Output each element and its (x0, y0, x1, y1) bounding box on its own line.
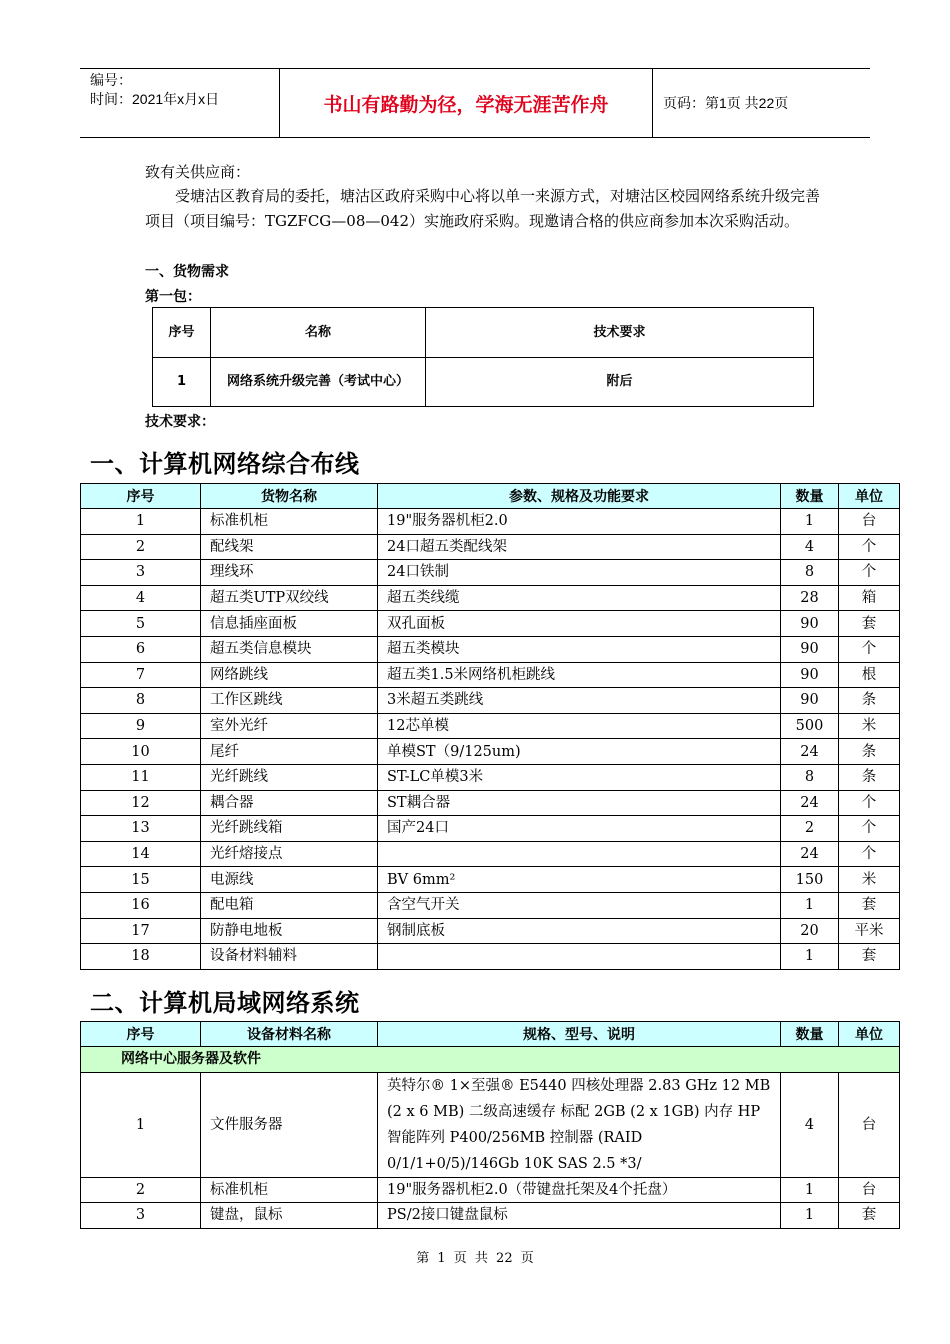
cell-unit: 套 (839, 944, 900, 970)
cell-index: 8 (81, 688, 201, 714)
cell-qty: 1 (781, 892, 839, 918)
cell-name: 理线环 (201, 560, 378, 586)
cell-name: 文件服务器 (201, 1072, 378, 1177)
col-header-spec: 参数、规格及功能要求 (378, 484, 781, 509)
cell-qty: 500 (781, 713, 839, 739)
cell-unit: 条 (839, 764, 900, 790)
cell-name: 设备材料辅料 (201, 944, 378, 970)
cell-qty: 2 (781, 816, 839, 842)
cell-spec: BV 6mm² (378, 867, 781, 893)
cell-spec: 24口超五类配线架 (378, 534, 781, 560)
cell-qty: 4 (781, 534, 839, 560)
cell-name: 键盘，鼠标 (201, 1203, 378, 1229)
cell-unit: 个 (839, 816, 900, 842)
cell-unit: 米 (839, 867, 900, 893)
cell-unit: 套 (839, 611, 900, 637)
cell-index: 3 (81, 560, 201, 586)
cell-name: 工作区跳线 (201, 688, 378, 714)
cell-unit: 条 (839, 688, 900, 714)
table-row (81, 611, 900, 637)
cell-index: 17 (81, 918, 201, 944)
cell-spec: 含空气开关 (378, 892, 781, 918)
cell-index: 1 (81, 509, 201, 535)
cell-unit: 套 (839, 1203, 900, 1229)
table-row (81, 636, 900, 662)
header-page-info: 页码：第1页 共22页 (663, 95, 789, 111)
col-header-index: 序号 (81, 1022, 201, 1047)
cell-qty: 90 (781, 636, 839, 662)
table-row (81, 739, 900, 765)
cell-name: 标准机柜 (201, 509, 378, 535)
package-table (152, 307, 814, 407)
cell-unit: 箱 (839, 585, 900, 611)
cell-spec: ST-LC单模3米 (378, 764, 781, 790)
intro-paragraph: 受塘沽区教育局的委托，塘沽区政府采购中心将以单一来源方式，对塘沽区校园网络系统升级完善项目（项目编号：TGZFCG—08—042）实施政府采购。现邀请合格的供应商参加本次采购活动。 (145, 187, 821, 230)
table-row (81, 918, 900, 944)
cell-spec: 12芯单模 (378, 713, 781, 739)
section-goods-heading: 一、货物需求 (145, 264, 229, 280)
group-label: 网络中心服务器及软件 (81, 1047, 900, 1073)
cell-name: 超五类UTP双绞线 (201, 585, 378, 611)
cell-qty: 1 (781, 1203, 839, 1229)
cell-unit: 根 (839, 662, 900, 688)
cell-spec: 3米超五类跳线 (378, 688, 781, 714)
cell-index: 10 (81, 739, 201, 765)
table-row (81, 1203, 900, 1229)
cell-name: 配电箱 (201, 892, 378, 918)
table-row (81, 816, 900, 842)
page-footer: 第 1 页 共 22 页 (416, 1251, 534, 1266)
cell-index: 15 (81, 867, 201, 893)
cell-index: 3 (81, 1203, 201, 1229)
header-meta (80, 69, 280, 137)
cell-qty: 1 (781, 944, 839, 970)
pkg-header-name: 名称 (211, 308, 426, 358)
cell-name: 光纤跳线 (201, 764, 378, 790)
col-header-unit: 单位 (839, 1022, 900, 1047)
cell-qty: 24 (781, 790, 839, 816)
cell-spec: 24口铁制 (378, 560, 781, 586)
cell-index: 11 (81, 764, 201, 790)
table-row (81, 841, 900, 867)
cell-unit: 台 (839, 1072, 900, 1177)
cell-index: 14 (81, 841, 201, 867)
cell-name: 尾纤 (201, 739, 378, 765)
cabling-table (80, 483, 900, 970)
cell-spec: 超五类模块 (378, 636, 781, 662)
cell-unit: 米 (839, 713, 900, 739)
cell-qty: 150 (781, 867, 839, 893)
cell-unit: 台 (839, 1177, 900, 1203)
pkg-header-tech: 技术要求 (426, 308, 814, 358)
cell-unit: 个 (839, 841, 900, 867)
cell-spec: 双孔面板 (378, 611, 781, 637)
cell-spec: PS/2接口键盘鼠标 (378, 1203, 781, 1229)
cell-index: 4 (81, 585, 201, 611)
lan-table (80, 1021, 900, 1229)
cell-name: 超五类信息模块 (201, 636, 378, 662)
table-row (81, 867, 900, 893)
cell-qty: 90 (781, 688, 839, 714)
cell-unit: 个 (839, 790, 900, 816)
cell-spec: 钢制底板 (378, 918, 781, 944)
cell-name: 室外光纤 (201, 713, 378, 739)
cell-unit: 台 (839, 509, 900, 535)
table-row (81, 790, 900, 816)
cell-index: 2 (81, 1177, 201, 1203)
cell-qty: 4 (781, 1072, 839, 1177)
package-label: 第一包： (145, 289, 201, 305)
cell-index: 18 (81, 944, 201, 970)
cell-index: 13 (81, 816, 201, 842)
col-header-unit: 单位 (839, 484, 900, 509)
table-header-row (81, 484, 900, 509)
number-label: 编号： (90, 72, 132, 88)
cell-qty: 8 (781, 560, 839, 586)
cell-index: 1 (81, 1072, 201, 1177)
cell-unit: 条 (839, 739, 900, 765)
cell-index: 16 (81, 892, 201, 918)
tech-label: 技术要求： (145, 414, 215, 430)
cell-qty: 1 (781, 1177, 839, 1203)
cell-name: 信息插座面板 (201, 611, 378, 637)
col-header-name: 货物名称 (201, 484, 378, 509)
col-header-qty: 数量 (781, 484, 839, 509)
time-label: 时间：2021年x月x日 (90, 91, 220, 107)
cell-qty: 1 (781, 509, 839, 535)
table-row (81, 1177, 900, 1203)
cell-name: 光纤熔接点 (201, 841, 378, 867)
cell-name: 网络跳线 (201, 662, 378, 688)
pkg-header-index: 序号 (153, 308, 211, 358)
greeting: 致有关供应商： (145, 163, 251, 181)
cell-qty: 24 (781, 739, 839, 765)
cell-spec (378, 841, 781, 867)
cell-index: 2 (81, 534, 201, 560)
table-header-row (81, 1022, 900, 1047)
cell-unit: 平米 (839, 918, 900, 944)
cell-spec: 超五类线缆 (378, 585, 781, 611)
table-row (81, 713, 900, 739)
table-row (81, 764, 900, 790)
cell-spec: 19"服务器机柜2.0（带键盘托架及4个托盘） (378, 1177, 781, 1203)
table-row (81, 560, 900, 586)
cell-spec: 国产24口 (378, 816, 781, 842)
cell-unit: 套 (839, 892, 900, 918)
section2-title: 二、计算机局域网络系统 (90, 989, 360, 1017)
cell-name: 耦合器 (201, 790, 378, 816)
cell-unit: 个 (839, 560, 900, 586)
group-row (81, 1047, 900, 1073)
section1-title: 一、计算机网络综合布线 (90, 450, 360, 478)
cell-spec: ST耦合器 (378, 790, 781, 816)
cell-qty: 20 (781, 918, 839, 944)
table-row (81, 662, 900, 688)
cell-qty: 90 (781, 611, 839, 637)
table-row (81, 892, 900, 918)
cell-spec (378, 944, 781, 970)
pkg-cell-tech: 附后 (426, 358, 814, 407)
cell-spec: 19"服务器机柜2.0 (378, 509, 781, 535)
cell-index: 6 (81, 636, 201, 662)
cell-unit: 个 (839, 636, 900, 662)
cell-name: 防静电地板 (201, 918, 378, 944)
cell-unit: 个 (839, 534, 900, 560)
cell-qty: 8 (781, 764, 839, 790)
table-row (81, 585, 900, 611)
table-row (81, 1072, 900, 1177)
pkg-cell-name: 网络系统升级完善（考试中心） (211, 358, 426, 407)
cell-qty: 28 (781, 585, 839, 611)
cell-spec: 单模ST（9/125um) (378, 739, 781, 765)
table-row (81, 534, 900, 560)
table-row (81, 688, 900, 714)
cell-index: 5 (81, 611, 201, 637)
col-header-spec: 规格、型号、说明 (378, 1022, 781, 1047)
col-header-name: 设备材料名称 (201, 1022, 378, 1047)
cell-name: 标准机柜 (201, 1177, 378, 1203)
cell-name: 电源线 (201, 867, 378, 893)
cell-name: 配线架 (201, 534, 378, 560)
page-header (80, 68, 870, 138)
cell-spec: 超五类1.5米网络机柜跳线 (378, 662, 781, 688)
col-header-qty: 数量 (781, 1022, 839, 1047)
cell-index: 7 (81, 662, 201, 688)
table-row (81, 509, 900, 535)
col-header-index: 序号 (81, 484, 201, 509)
header-motto: 书山有路勤为径，学海无涯苦作舟 (280, 69, 653, 137)
cell-index: 12 (81, 790, 201, 816)
cell-index: 9 (81, 713, 201, 739)
pkg-cell-index: 1 (153, 358, 211, 407)
cell-qty: 90 (781, 662, 839, 688)
cell-qty: 24 (781, 841, 839, 867)
table-row (81, 944, 900, 970)
cell-spec: 英特尔® 1×至强® E5440 四核处理器 2.83 GHz 12 MB (2 x 6 MB) 二级高速缓存 标配 2GB (2 x 1GB) 内存 HP智能阵列 P400/256MB 控制器 (RAID 0/1/1+0/5)/146Gb 10K SAS 2.5 *3/ (378, 1072, 781, 1177)
cell-name: 光纤跳线箱 (201, 816, 378, 842)
